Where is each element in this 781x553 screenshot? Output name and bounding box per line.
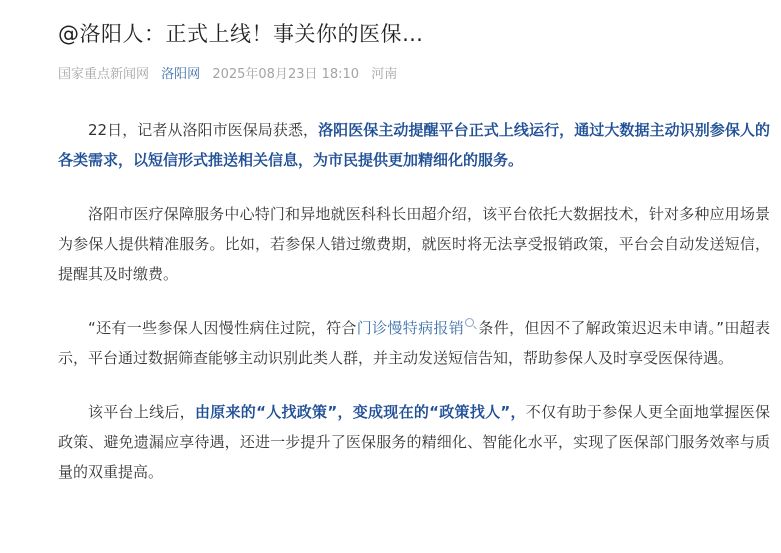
site-link[interactable]: 洛阳网 (161, 67, 201, 82)
paragraph-2 (58, 199, 770, 289)
paragraph-4 (58, 397, 770, 487)
article-title: @洛阳人：正式上线！事关你的医保… (58, 22, 424, 46)
paragraph-3-before: “还有一些参保人因慢性病住过院，符合 (88, 319, 357, 337)
publish-datetime: 2025年08月23日 18:10 (212, 67, 360, 82)
paragraph-4-rest: 不仅有助于参保人更全面地掌握医保政策、避免遗漏应享待遇，还进一步提升了医保服务的精细化、智能化水平，实现了医保部门服务效率与质量的双重提高。 (58, 403, 770, 481)
paragraph-3-after: 条件，但因不了解政策迟迟未申请。”田超表示，平台通过数据筛查能够主动识别此类人群，并主动发送短信告知，帮助参保人及时享受医保待遇。 (58, 319, 770, 367)
article-body (58, 115, 770, 511)
paragraph-1-highlight: 洛阳医保主动提醒平台正式上线运行，通过大数据主动识别参保人的各类需求，以短信形式推送相关信息，为市民提供更加精细化的服务。 (58, 121, 770, 169)
source-label: 国家重点新闻网 (58, 67, 150, 82)
article-meta (58, 63, 405, 82)
paragraph-4-highlight: 由原来的“人找政策”，变成现在的“政策找人”， (194, 403, 526, 421)
paragraph-1-lead: 22日，记者从洛阳市医保局获悉， (88, 121, 319, 139)
paragraph-3 (58, 313, 770, 373)
search-icon[interactable] (465, 318, 474, 327)
region-label: 河南 (371, 67, 398, 82)
paragraph-2-text: 洛阳市医疗保障服务中心特门和异地就医科科长田超介绍，该平台依托大数据技术，针对多种应用场景为参保人提供精准服务。比如，若参保人错过缴费期，就医时将无法享受报销政策，平台会自动发送短信，提醒其及时缴费。 (58, 205, 770, 283)
paragraph-4-lead: 该平台上线后， (88, 403, 195, 421)
paragraph-1 (58, 115, 770, 175)
keyword-link[interactable]: 门诊慢特病报销 (356, 319, 465, 337)
